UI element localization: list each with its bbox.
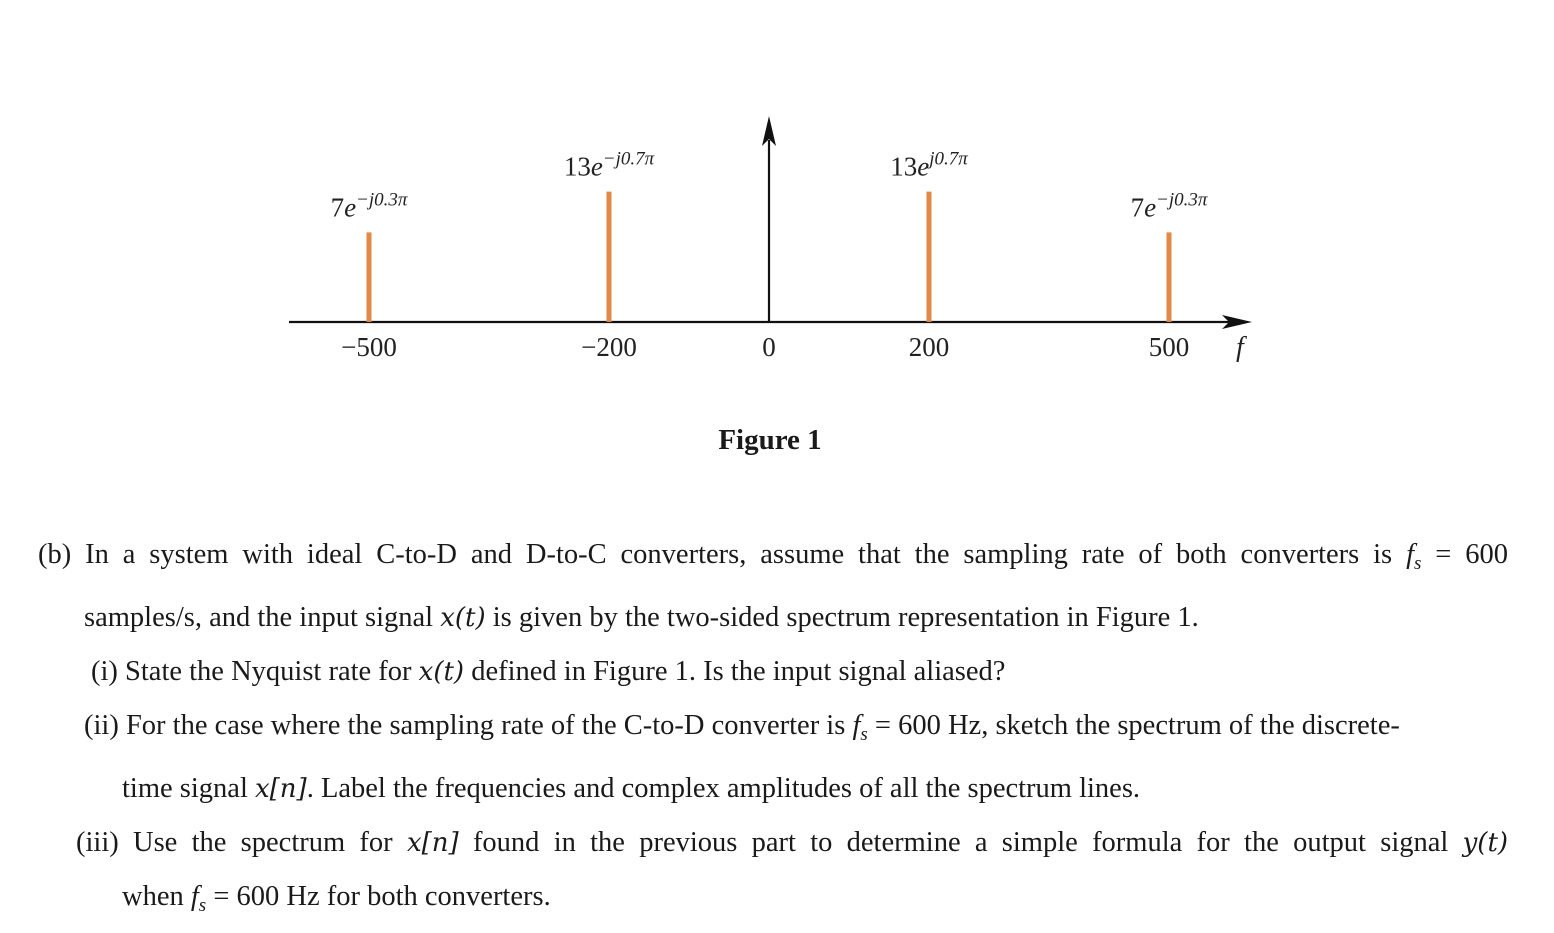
spectrum-figure: [0, 0, 1554, 420]
x-tick-label-3: 200: [908, 332, 950, 362]
fs-symbol: $f_s$: [852, 710, 868, 745]
x-tick-label-4: 500: [1148, 332, 1190, 362]
part-b-fs-value: = 600: [1435, 539, 1509, 570]
figure-caption: Figure 1: [718, 424, 822, 456]
xt-symbol: x(t): [440, 603, 486, 633]
amplitude-label-3: $7e^{-j0.3\pi}$: [1130, 189, 1208, 223]
problem-text: [38, 528, 1508, 933]
x-tick-label-0: −500: [341, 332, 397, 362]
xt-symbol: x(t): [418, 657, 465, 687]
part-b-line-2: samples/s, and the input signal x(t) is given by the two-sided spectrum representation in Figure 1.: [84, 602, 1199, 633]
part-i: (i) State the Nyquist rate for x(t) defined in Figure 1. Is the input signal aliased?: [91, 656, 1006, 687]
part-ii-line-1: (ii) For the case where the sampling rate of the C-to-D converter is $f_s = 600$ Hz, sketch the spectrum of the discrete-: [84, 710, 1400, 745]
fs-symbol: $f_s$: [190, 881, 207, 916]
xn-symbol: x[n]: [406, 828, 459, 858]
part-iii-line-2: when $f_s = 600$ Hz for both converters.: [122, 881, 551, 916]
yt-symbol: y(t): [1462, 828, 1509, 858]
part-b-prefix: (b) In a system with ideal C-to-D and D-to-C converters, assume that the sampling rate of both converters is: [38, 539, 1393, 570]
f-axis-label: f: [1236, 332, 1244, 363]
xn-symbol: x[n]: [254, 774, 307, 804]
x-tick-label-1: −200: [581, 332, 637, 362]
part-b-line-1: [38, 528, 1508, 591]
amplitude-label-1: $13e^{-j0.7\pi}$: [563, 148, 655, 182]
part-iii-line-1: (iii) Use the spectrum for x[n] found in the previous part to determine a simple formula for the output signal y(t): [76, 827, 1509, 858]
amplitude-label-2: $13e^{j0.7\pi}$: [890, 148, 968, 182]
part-ii-line-2: time signal x[n]. Label the frequencies and complex amplitudes of all the spectrum lines.: [122, 773, 1141, 804]
x-tick-label-2: 0: [762, 332, 776, 362]
fs-symbol: $f_s$: [1406, 539, 1422, 574]
amplitude-label-0: $7e^{-j0.3\pi}$: [330, 189, 408, 223]
